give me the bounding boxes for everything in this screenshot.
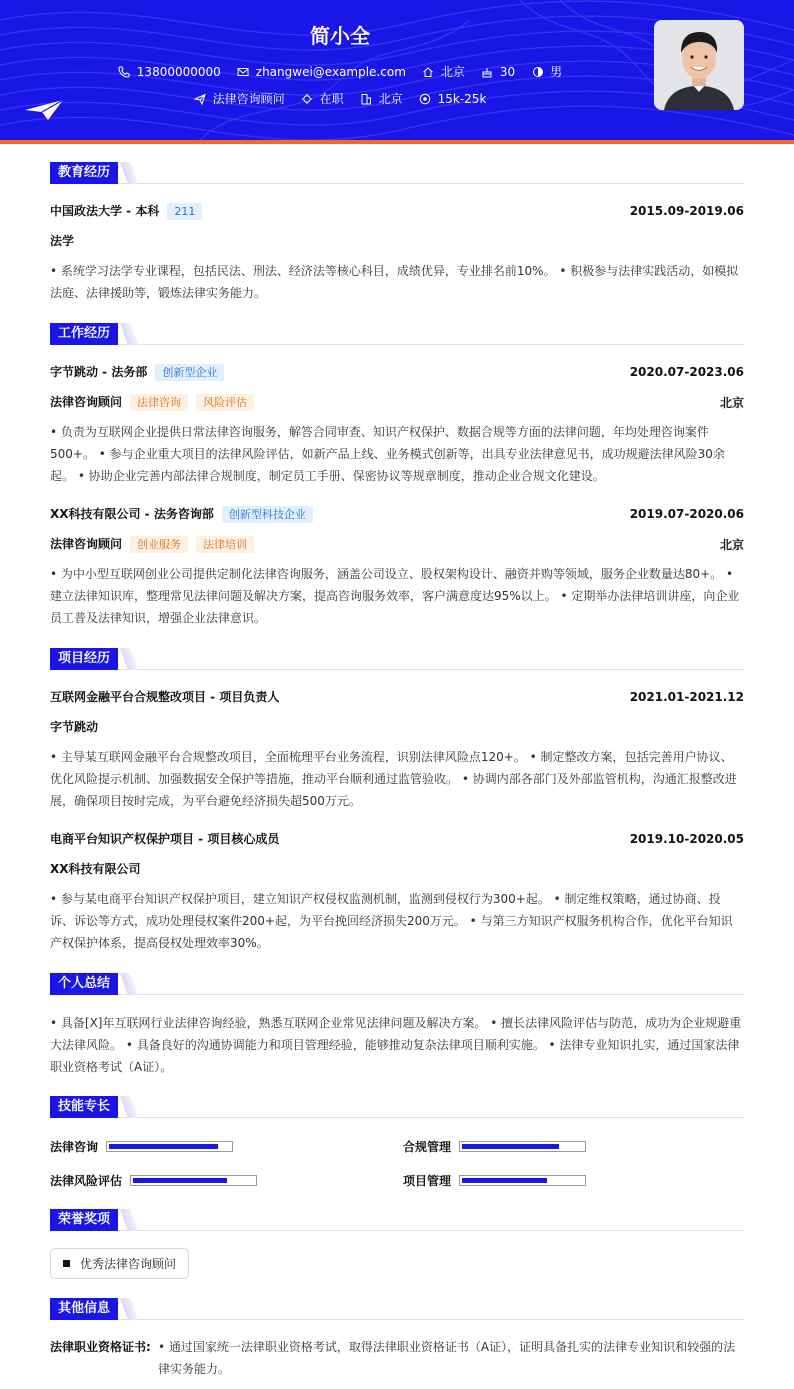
work-desc: • 负责为互联网企业提供日常法律咨询服务，解答合同审查、知识产权保护、数据合规等方面的法律问题，年均处理咨询案件500+。 • 参与企业重大项目的法律风险评估，如新产品上线、业务模式创新等，出具专业法律意见书，成功规避法律风险30余起。 • 协助企业完善内部法律合规制度，制定员工手册、保密协议等规章制度，推动企业合规文化建设。 xyxy=(50,425,725,483)
status-icon xyxy=(301,92,314,105)
title-decoration xyxy=(120,1096,138,1118)
project-desc: • 主导某互联网金融平台合规整改项目，全面梳理平台业务流程，识别法律风险点120+。 • 制定整改方案，包括完善用户协议、优化风险提示机制、加强数据安全保护等措施，推动平台顺利通过监管验收。 • 协调内部各部门及外部监管机构，沟通汇报整改进展，确保项目按时完成，为平台避免经济损失超500万元。 xyxy=(50,750,737,808)
header-accent-line xyxy=(0,140,794,144)
school-tag: 211 xyxy=(167,203,202,220)
awards-title: 荣誉奖项 xyxy=(50,1209,118,1231)
education-row xyxy=(50,202,744,220)
email-item xyxy=(237,65,406,79)
project-date: 2021.01-2021.12 xyxy=(629,689,744,704)
section-title xyxy=(50,1096,744,1118)
skill-tag: 创业服务 xyxy=(130,536,188,553)
work-section xyxy=(50,323,744,345)
phone-icon xyxy=(118,65,131,78)
position: 法律咨询顾问 xyxy=(50,395,123,409)
age-text: 30 xyxy=(499,64,516,79)
skill-name: 项目管理 xyxy=(403,1174,452,1188)
other-desc: • 通过国家统一法律职业资格考试，取得法律职业资格证书（A证），证明具备扎实的法律专业知识和较强的法律实务能力。 xyxy=(158,1340,736,1376)
skill-bar xyxy=(459,1141,586,1152)
city-text: 北京 xyxy=(440,65,465,79)
project-row xyxy=(50,688,744,705)
major-row xyxy=(50,232,744,249)
education-date: 2015.09-2019.06 xyxy=(629,204,744,218)
work-location: 北京 xyxy=(719,537,744,552)
summary-section xyxy=(50,973,744,995)
company-name: 字节跳动 - 法务部 xyxy=(50,365,148,379)
email-text: zhangwei@example.com xyxy=(255,64,406,79)
work-desc: • 为中小型互联网创业公司提供定制化法律咨询服务，涵盖公司设立、股权架构设计、融资并购等领域，服务企业数量达80+。 • 建立法律知识库，整理常见法律问题及解决方案，提高咨询服务效率，客户满意度达95%以上。 • 定期举办法律培训讲座，向企业员工普及法律知识，增强企业法律意识。 xyxy=(50,567,740,625)
phone-text: 13800000000 xyxy=(136,64,221,79)
mail-icon xyxy=(237,65,250,78)
section-title xyxy=(50,648,744,670)
skill-bar-fill xyxy=(109,1144,218,1149)
section-title xyxy=(50,973,744,995)
contact-info-row xyxy=(0,63,680,80)
project-org-row xyxy=(50,718,744,735)
skill-bar xyxy=(459,1175,586,1186)
job-title-text: 法律咨询顾问 xyxy=(212,92,285,106)
age-item xyxy=(481,65,515,79)
gender-text: 男 xyxy=(550,65,563,79)
title-decoration xyxy=(120,1209,138,1231)
skill-name: 法律咨询 xyxy=(50,1140,99,1154)
skill-bar xyxy=(106,1141,233,1152)
projects-section xyxy=(50,648,744,670)
skill-bar-fill xyxy=(462,1178,547,1183)
summary-text: • 具备[X]年互联网行业法律咨询经验，熟悉互联网企业常见法律问题及解决方案。 • 擅长法律风险评估与防范，成功为企业规避重大法律风险。 • 具备良好的沟通协调能力和项目管理经验，能够推动复杂法律项目顺利实施。 • 法律专业知识扎实，通过国家法律职业资格考试（A证）。 xyxy=(50,1016,742,1074)
education-title: 教育经历 xyxy=(50,162,118,184)
other-section xyxy=(50,1298,744,1320)
work-date: 2019.07-2020.06 xyxy=(629,507,744,521)
phone-item xyxy=(118,65,221,79)
section-title xyxy=(50,162,744,184)
skill-bar xyxy=(130,1175,257,1186)
salary-icon xyxy=(419,92,432,105)
skill-item xyxy=(50,1172,257,1189)
resume-header xyxy=(0,0,794,140)
gender-icon xyxy=(531,65,544,78)
status-text: 在职 xyxy=(319,92,344,106)
skill-item xyxy=(50,1138,233,1155)
skill-tag: 法律培训 xyxy=(196,536,254,553)
bullet-square-icon xyxy=(63,1260,70,1267)
school-name: 中国政法大学 - 本科 xyxy=(50,204,160,218)
skill-bar-fill xyxy=(462,1144,559,1149)
project-row xyxy=(50,830,744,847)
company-tag: 创新型企业 xyxy=(155,364,224,381)
position-row xyxy=(50,535,744,553)
project-name: 互联网金融平台合规整改项目 - 项目负责人 xyxy=(50,690,280,704)
work-row xyxy=(50,505,744,523)
project-org: 字节跳动 xyxy=(50,720,99,734)
title-decoration xyxy=(120,973,138,995)
send-icon xyxy=(194,92,207,105)
section-title xyxy=(50,1209,744,1231)
skill-bar-fill xyxy=(133,1178,227,1183)
title-decoration xyxy=(120,648,138,670)
skill-tag: 风险评估 xyxy=(196,394,254,411)
work-title: 工作经历 xyxy=(50,323,118,345)
summary-title: 个人总结 xyxy=(50,973,118,995)
salary-text: 15k-25k xyxy=(437,91,487,106)
project-org: XX科技有限公司 xyxy=(50,862,141,876)
paper-plane-logo-icon xyxy=(24,98,64,125)
projects-title: 项目经历 xyxy=(50,648,118,670)
status-item xyxy=(301,90,344,107)
awards-section xyxy=(50,1209,744,1231)
skill-item xyxy=(403,1138,586,1155)
title-decoration xyxy=(120,323,138,345)
skills-section xyxy=(50,1096,744,1118)
other-title: 其他信息 xyxy=(50,1298,118,1320)
project-desc: • 参与某电商平台知识产权保护项目，建立知识产权侵权监测机制，监测到侵权行为300+起。 • 制定维权策略，通过协商、投诉、诉讼等方式，成功处理侵权案件200+起，为平台挽回经济损失200万元。 • 与第三方知识产权服务机构合作，优化平台知识产权保护体系，提高侵权处理效率30%。 xyxy=(50,892,733,950)
project-date: 2019.10-2020.05 xyxy=(629,831,744,846)
education-desc: • 系统学习法学专业课程，包括民法、刑法、经济法等核心科目，成绩优异，专业排名前10%。 • 积极参与法律实践活动，如模拟法庭、法律援助等，锻炼法律实务能力。 xyxy=(50,264,739,300)
project-org-row xyxy=(50,860,744,877)
profile-photo-avatar xyxy=(654,20,744,110)
company-name: XX科技有限公司 - 法务咨询部 xyxy=(50,507,214,521)
target-city-text: 北京 xyxy=(378,92,403,106)
company-tag: 创新型科技企业 xyxy=(222,506,313,523)
section-title xyxy=(50,323,744,345)
section-title xyxy=(50,1298,744,1320)
other-label: 法律职业资格证书: xyxy=(50,1340,151,1354)
candidate-name: 简小全 xyxy=(310,24,370,48)
job-title-item xyxy=(194,90,285,107)
skills-title: 技能专长 xyxy=(50,1096,118,1118)
home-icon xyxy=(422,65,435,78)
cake-icon xyxy=(481,65,494,78)
work-location: 北京 xyxy=(719,395,744,410)
building-icon xyxy=(360,92,373,105)
work-row xyxy=(50,363,744,381)
city-item xyxy=(422,63,465,80)
salary-item xyxy=(419,92,487,106)
title-decoration xyxy=(120,1298,138,1320)
education-section xyxy=(50,162,744,184)
award-item xyxy=(50,1248,189,1279)
position: 法律咨询顾问 xyxy=(50,537,123,551)
title-decoration xyxy=(120,162,138,184)
target-city-item xyxy=(360,90,403,107)
skill-name: 合规管理 xyxy=(403,1140,452,1154)
skill-name: 法律风险评估 xyxy=(50,1174,123,1188)
skill-item xyxy=(403,1172,586,1189)
other-row xyxy=(50,1336,744,1380)
work-date: 2020.07-2023.06 xyxy=(629,365,744,379)
gender-item xyxy=(531,63,562,80)
position-row xyxy=(50,393,744,411)
skill-tag: 法律咨询 xyxy=(130,394,188,411)
project-name: 电商平台知识产权保护项目 - 项目核心成员 xyxy=(50,832,280,846)
job-info-row xyxy=(0,90,680,107)
award-name: 优秀法律咨询顾问 xyxy=(80,1257,177,1271)
major: 法学 xyxy=(50,234,75,248)
